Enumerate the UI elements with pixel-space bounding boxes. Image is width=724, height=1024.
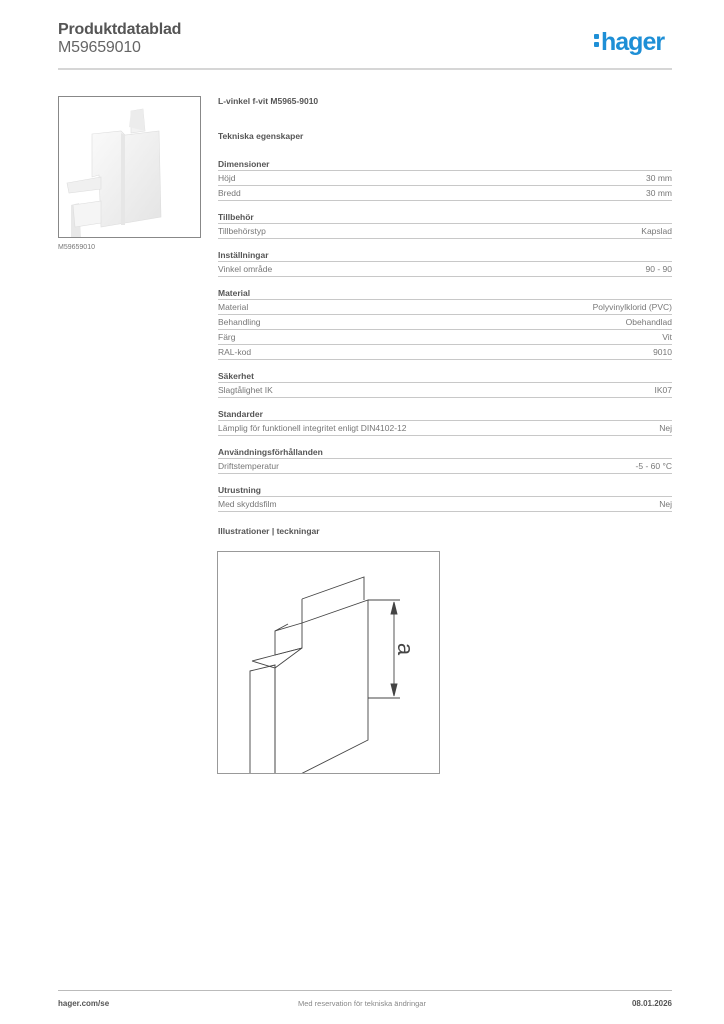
section-title-specs: Tekniska egenskaper (218, 131, 304, 141)
l-angle-product-icon (59, 97, 200, 237)
technical-drawing (217, 551, 440, 774)
product-image (58, 96, 201, 238)
spec-row: Driftstemperatur -5 - 60 °C (218, 459, 672, 474)
product-code: M59659010 (58, 39, 141, 56)
group-heading: Tillbehör (218, 210, 672, 224)
logo-dots-icon (594, 34, 599, 48)
group-heading: Material (218, 286, 672, 300)
group-heading: Utrustning (218, 483, 672, 497)
footer-divider (58, 990, 672, 991)
spec-group-dimensions (218, 157, 672, 201)
spec-row: Höjd 30 mm (218, 171, 672, 186)
spec-group-material (218, 286, 672, 360)
group-heading: Dimensioner (218, 157, 672, 171)
footer-date: 08.01.2026 (631, 999, 672, 1008)
spec-group-accessories (218, 210, 672, 239)
spec-row: Bredd 30 mm (218, 186, 672, 201)
illustrations-title: Illustrationer | teckningar (218, 526, 320, 536)
spec-row: RAL-kod 9010 (218, 345, 672, 360)
header-divider (58, 68, 672, 70)
spec-group-operating-conditions (218, 445, 672, 474)
footer-disclaimer: Med reservation för tekniska ändringar (298, 999, 426, 1008)
svg-text:a: a (393, 642, 418, 656)
spec-row: Vinkel område 90 - 90 (218, 262, 672, 277)
spec-row: Tillbehörstyp Kapslad (218, 224, 672, 239)
dimension-drawing-icon (218, 552, 439, 773)
page-title: Produktdatablad (58, 21, 182, 38)
spec-row: Med skyddsfilm Nej (218, 497, 672, 512)
footer-website-link[interactable]: hager.com/se (58, 999, 110, 1008)
hager-logo: hager (594, 28, 664, 57)
spec-row: Färg Vit (218, 330, 672, 345)
spec-group-standards (218, 407, 672, 436)
spec-row: Slagtålighet IK IK07 (218, 383, 672, 398)
product-name: L-vinkel f-vit M5965-9010 (218, 96, 319, 106)
group-heading: Standarder (218, 407, 672, 421)
spec-row: Behandling Obehandlad (218, 315, 672, 330)
group-heading: Användningsförhållanden (218, 445, 672, 459)
spec-group-safety (218, 369, 672, 398)
spec-group-equipment (218, 483, 672, 512)
spec-row: Material Polyvinylklorid (PVC) (218, 300, 672, 315)
spec-row: Lämplig för funktionell integritet enligt DIN4102-12 Nej (218, 421, 672, 436)
group-heading: Säkerhet (218, 369, 672, 383)
spec-group-settings (218, 248, 672, 277)
spec-content (218, 96, 672, 536)
group-heading: Inställningar (218, 248, 672, 262)
product-image-caption: M59659010 (58, 244, 95, 251)
